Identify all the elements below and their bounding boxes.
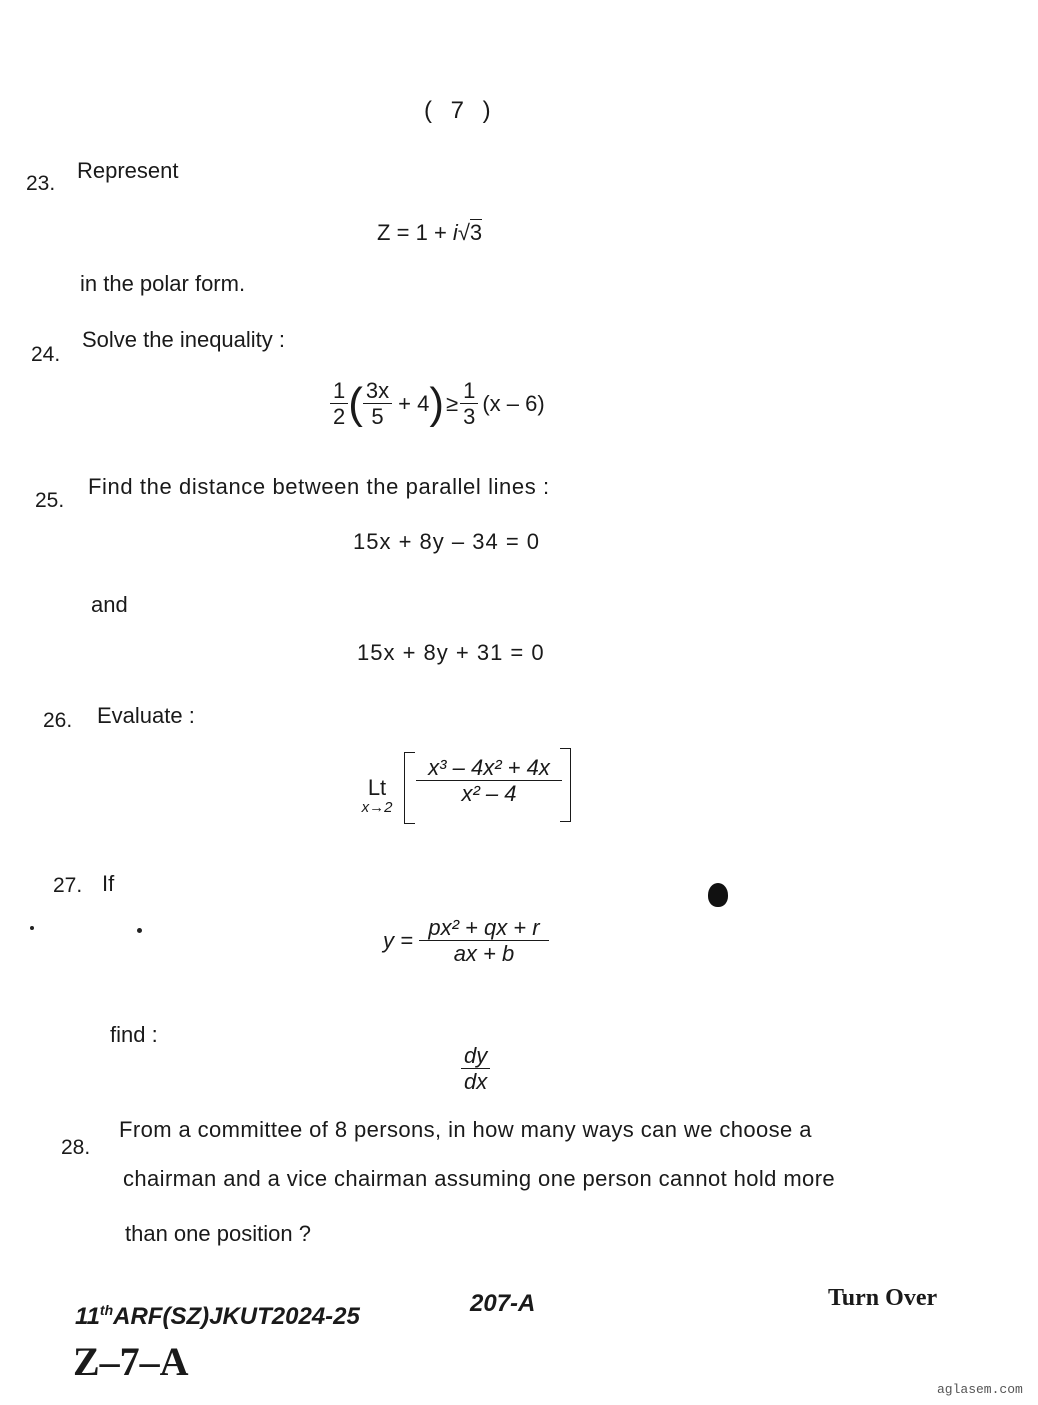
ink-blot bbox=[708, 883, 728, 907]
question-23-prompt: Represent bbox=[77, 158, 179, 183]
derivative-expression: $\frac{dy}{dx}$ bbox=[461, 1043, 490, 1095]
left-bracket bbox=[404, 752, 415, 824]
question-24-prompt: Solve the inequality : bbox=[82, 327, 286, 352]
turn-over-label: Turn Over bbox=[828, 1285, 938, 1311]
question-27-prompt: If bbox=[102, 871, 115, 896]
question-number-23: 23. bbox=[26, 172, 56, 195]
inequality-expression: $\frac{1}{2}$ ( $\frac{3x}{5}$ + 4 ) ≥ $\frac{1}{3}$ (x – 6) bbox=[330, 378, 545, 430]
sqrt-symbol: √ bbox=[457, 220, 470, 245]
question-number-28: 28. bbox=[61, 1136, 91, 1159]
page-number: ( 7 ) bbox=[424, 97, 497, 124]
series-code: Z–7–A bbox=[73, 1339, 189, 1384]
watermark: aglasem.com bbox=[937, 1382, 1023, 1397]
question-28-line-2: chairman and a vice chairman assuming one person cannot hold more bbox=[123, 1166, 836, 1191]
question-23-suffix: in the polar form. bbox=[80, 271, 246, 296]
line-equation-1: 15x + 8y – 34 = 0 bbox=[353, 529, 541, 554]
exam-code: 11thARF(SZ)JKUT2024-25 bbox=[75, 1302, 360, 1330]
question-number-27: 27. bbox=[53, 874, 83, 897]
function-expression: y = $\frac{\text{px² + qx + r}}{ax + b}$ bbox=[383, 915, 549, 967]
limit-fraction: $\frac{\text{x³ – 4x² + 4x}}{\text{x² – 4}}$ bbox=[416, 755, 562, 807]
question-number-25: 25. bbox=[35, 489, 65, 512]
complex-number-expression: Z = 1 + i√3 bbox=[377, 220, 483, 245]
line-equation-2: 15x + 8y + 31 = 0 bbox=[357, 640, 545, 665]
question-25-middle: and bbox=[91, 592, 128, 617]
scan-dot bbox=[30, 926, 34, 930]
z-symbol: Z bbox=[377, 220, 391, 245]
question-25-prompt: Find the distance between the parallel lines : bbox=[88, 474, 550, 499]
question-28-line-3: than one position ? bbox=[125, 1221, 311, 1246]
scan-dot bbox=[137, 928, 142, 933]
question-27-suffix: find : bbox=[110, 1022, 158, 1047]
paper-code: 207-A bbox=[470, 1290, 536, 1317]
question-28-line-1: From a committee of 8 persons, in how many ways can we choose a bbox=[119, 1117, 812, 1142]
question-26-prompt: Evaluate : bbox=[97, 703, 195, 728]
limit-operator: Lt x→2 bbox=[361, 775, 393, 816]
question-number-26: 26. bbox=[43, 709, 73, 732]
question-number-24: 24. bbox=[31, 343, 61, 366]
